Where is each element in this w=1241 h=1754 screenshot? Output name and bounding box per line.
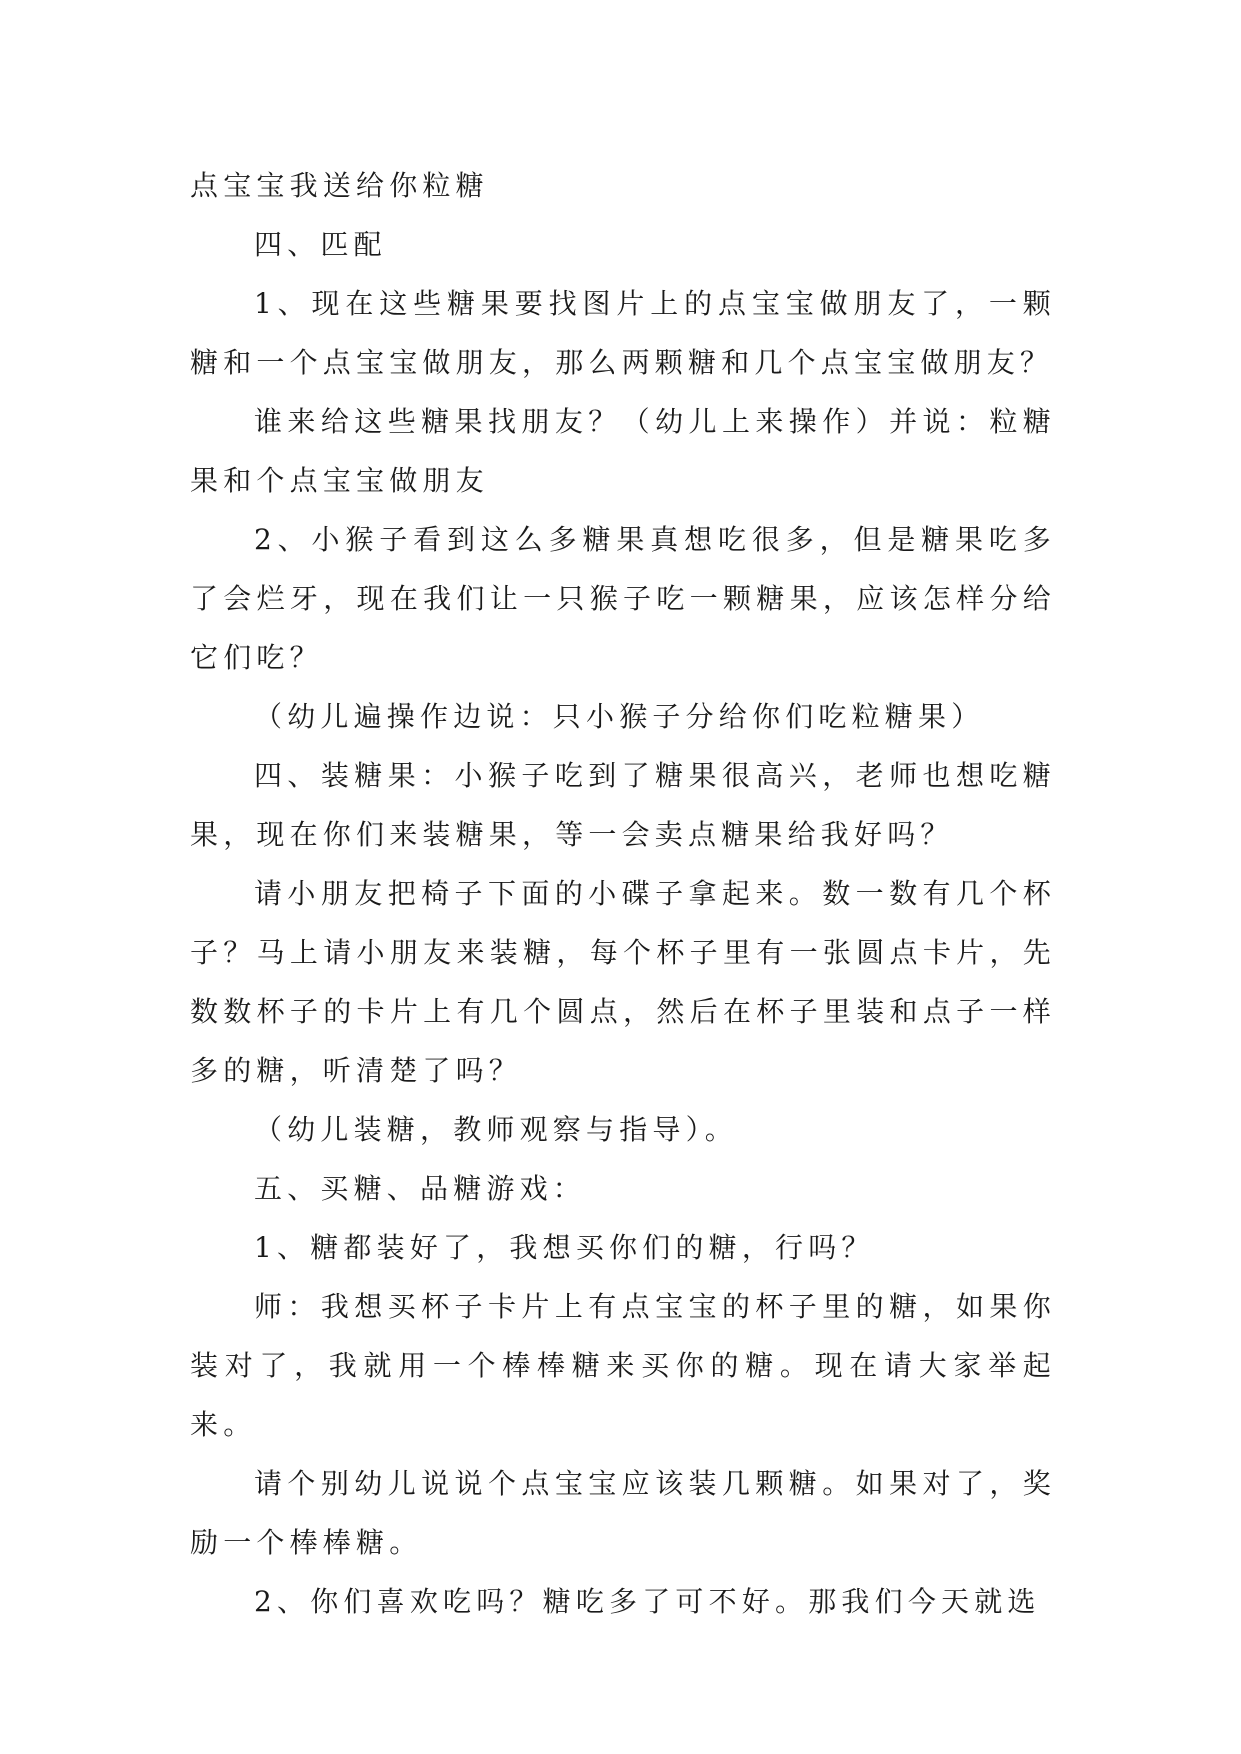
paragraph-10: 五、买糖、品糖游戏： (254, 1172, 587, 1205)
paragraph-13: 请个别幼儿说说个点宝宝应该装几颗糖。如果对了，奖励一个棒棒糖。 (190, 1467, 1056, 1559)
paragraph-11: 1、糖都装好了，我想买你们的糖，行吗？ (254, 1231, 875, 1264)
paragraph-14: 2、你们喜欢吃吗？糖吃多了可不好。那我们今天就选 (254, 1585, 1041, 1618)
paragraph-6: （幼儿遍操作边说：只小猴子分给你们吃粒糖果） (254, 700, 985, 733)
paragraph-2: 四、匹配 (254, 228, 387, 261)
paragraph-1: 点宝宝我送给你粒糖 (190, 169, 489, 202)
paragraph-5: 2、小猴子看到这么多糖果真想吃很多，但是糖果吃多了会烂牙，现在我们让一只猴子吃一颗糖果，应该怎样分给它们吃？ (190, 523, 1056, 674)
paragraph-8: 请小朋友把椅子下面的小碟子拿起来。数一数有几个杯子？马上请小朋友来装糖，每个杯子里有一张圆点卡片，先数数杯子的卡片上有几个圆点，然后在杯子里装和点子一样多的糖，听清楚了吗？ (190, 877, 1056, 1087)
paragraph-9: （幼儿装糖，教师观察与指导）。 (254, 1113, 739, 1146)
paragraph-7: 四、装糖果：小猴子吃到了糖果很高兴，老师也想吃糖果，现在你们来装糖果，等一会卖点糖果给我好吗？ (190, 759, 1056, 851)
paragraph-4: 谁来给这些糖果找朋友？（幼儿上来操作）并说：粒糖果和个点宝宝做朋友 (190, 405, 1056, 497)
paragraph-3: 1、现在这些糖果要找图片上的点宝宝做朋友了，一颗糖和一个点宝宝做朋友，那么两颗糖和几个点宝宝做朋友？ (190, 287, 1056, 379)
document-body (190, 156, 1056, 1631)
paragraph-12: 师：我想买杯子卡片上有点宝宝的杯子里的糖，如果你装对了，我就用一个棒棒糖来买你的糖。现在请大家举起来。 (190, 1290, 1056, 1441)
